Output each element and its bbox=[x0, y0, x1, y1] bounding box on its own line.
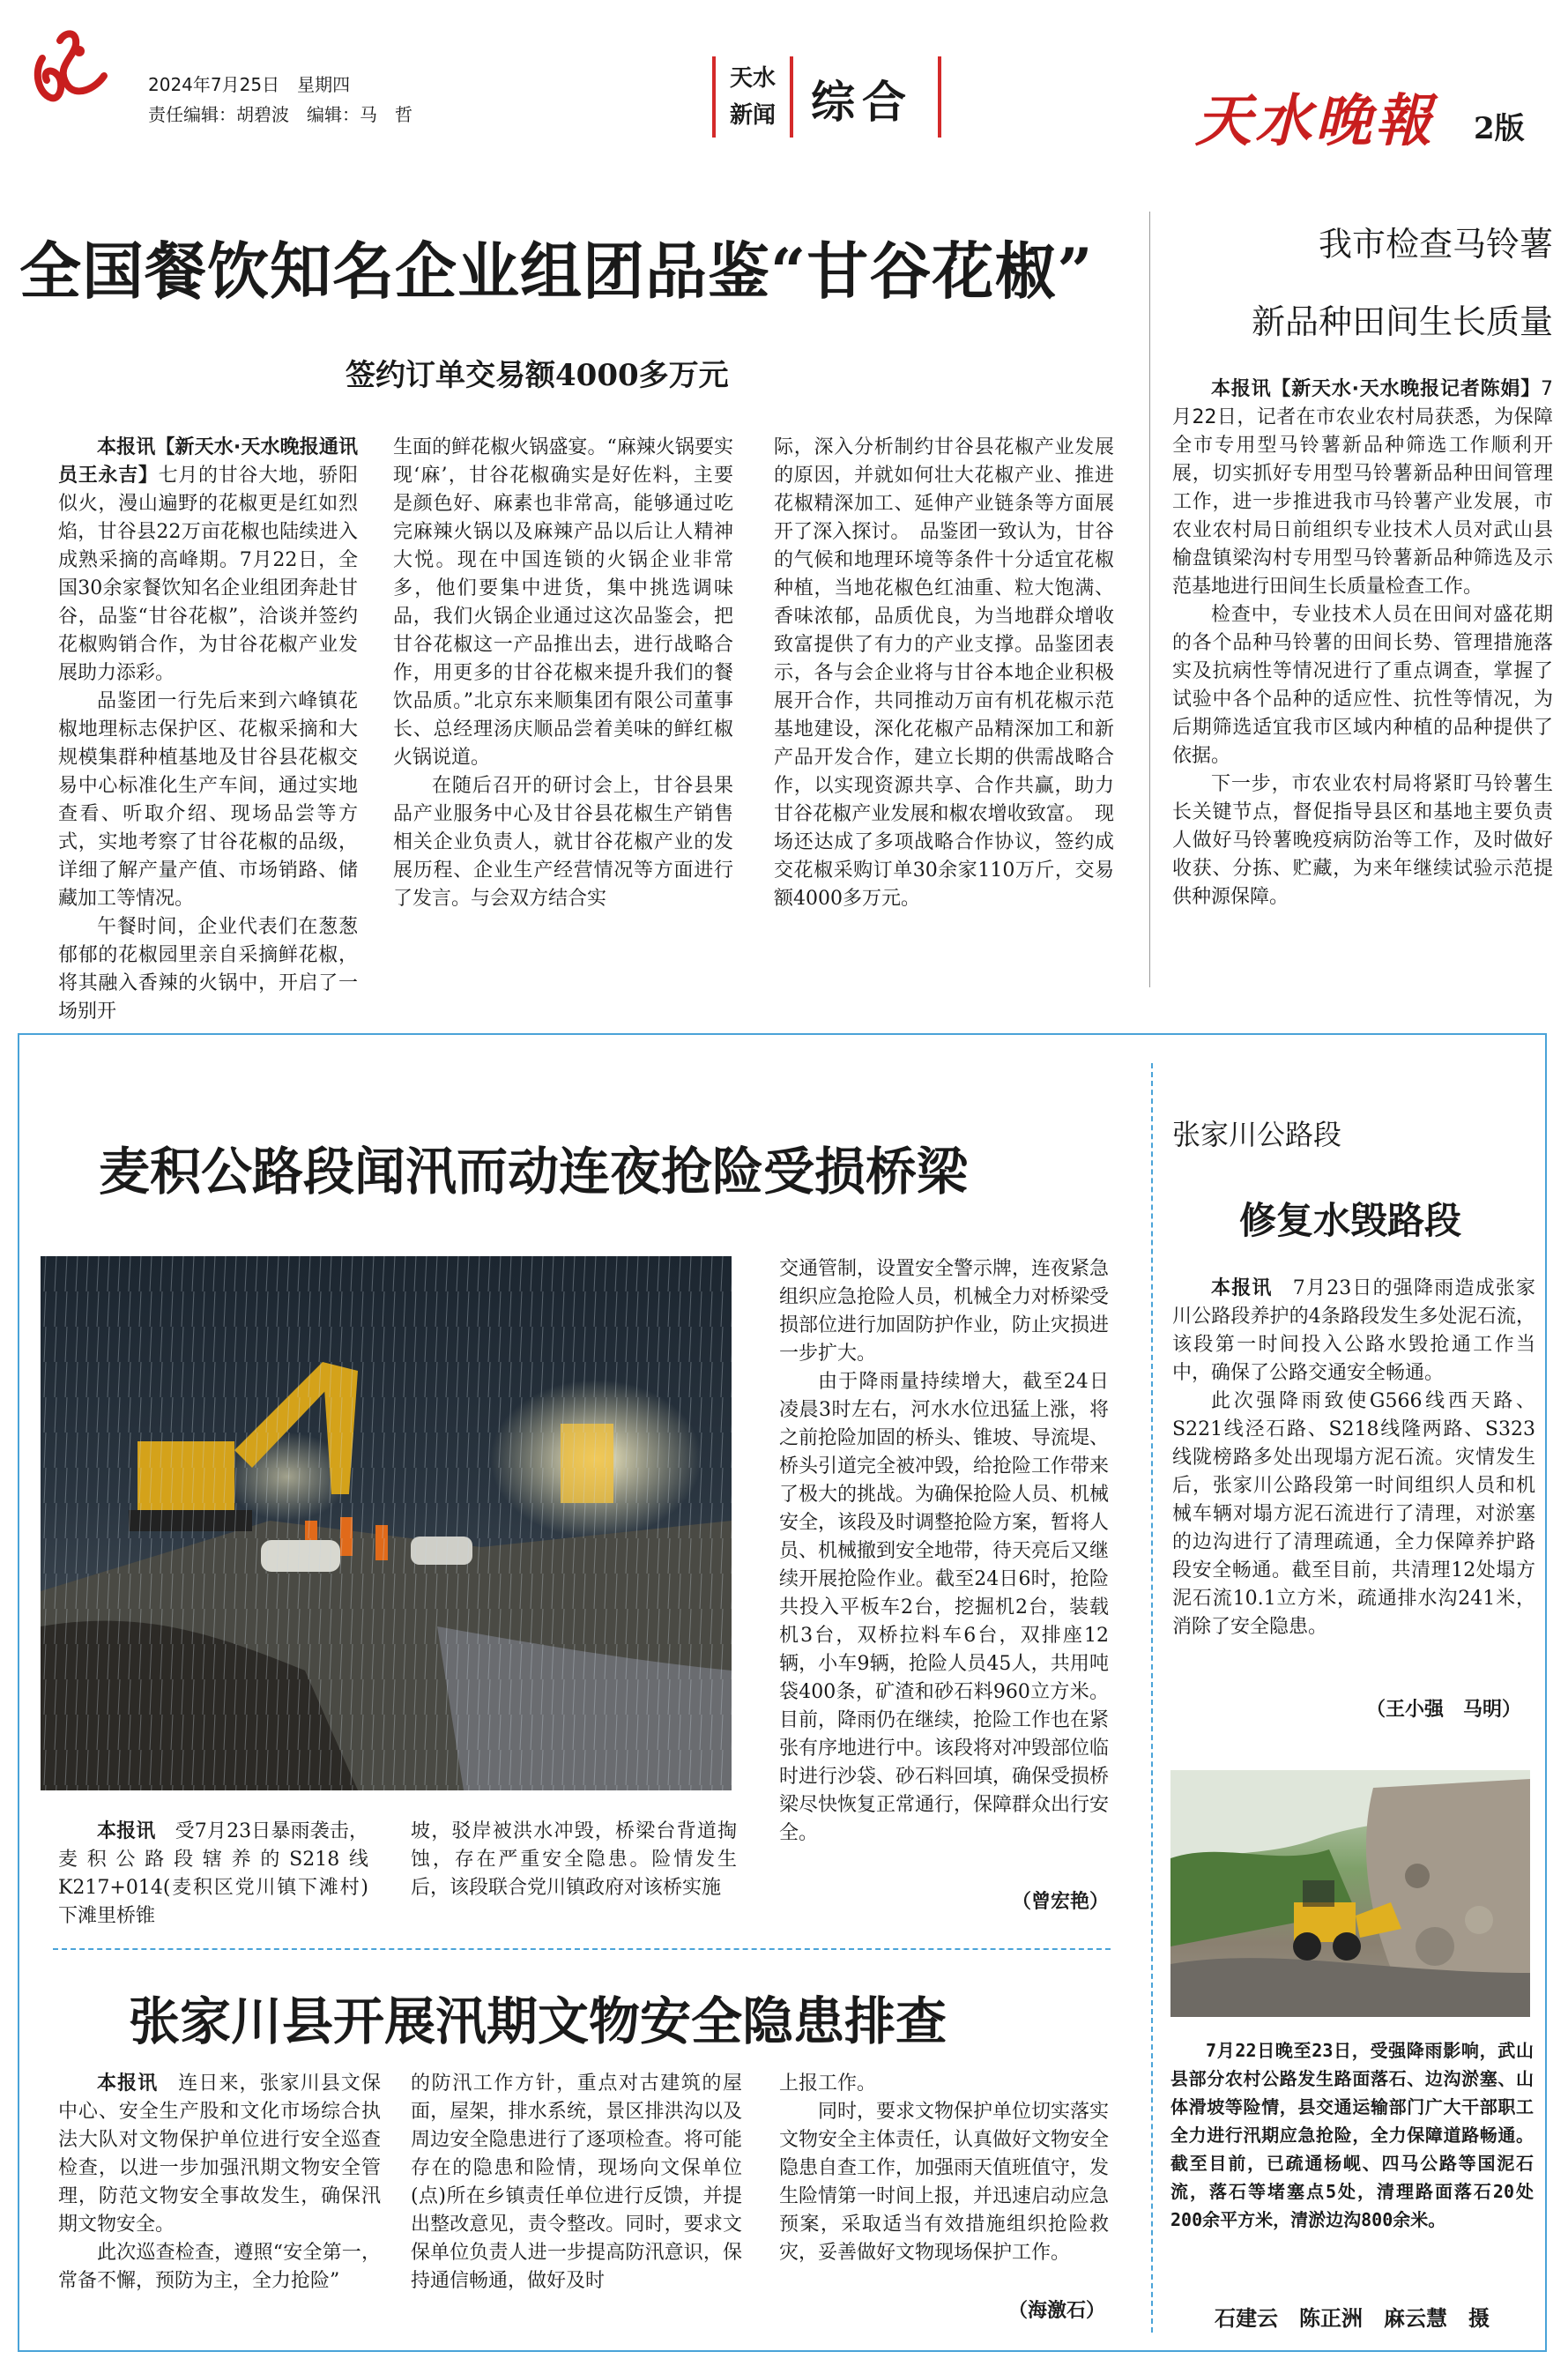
editor-credits: 责任编辑：胡碧波 编辑：马 哲 bbox=[148, 104, 412, 125]
column-rule bbox=[1149, 212, 1150, 987]
article-1-para: 品鉴团一行先后来到六峰镇花椒地理标志保护区、花椒采摘和大规模集群种植基地及甘谷县花椒交易中心标准化生产车间，通过实地查看、听取介绍、现场品尝等方式，实地考察了甘谷花椒的品级，详细了解产量产值、市场销路、储藏加工等情况。 bbox=[58, 690, 358, 910]
article-5-headline: 张家川县开展汛期文物安全隐患排查 bbox=[129, 1991, 947, 2051]
article-1-para: 生面的鲜花椒火锅盛宴。“麻辣火锅要实现‘麻’，甘谷花椒确实是好佐料，主要是颜色好、麻素也非常高，能够通过吃完麻辣火锅以及麻辣产品以后让人精神大悦。现在中国连锁的火锅企业非常多，他们要集中进货，集中挑选调味品，我们火锅企业通过这次品鉴会，把甘谷花椒这一产品推出去，进行战略合作，用更多的甘谷花椒来提升我们的餐饮品质。”北京东来顺集团有限公司董事长、总经理汤庆顺品尝着美味的鲜红椒火锅说道。 bbox=[393, 436, 733, 769]
photo-caption-text: 7月22日晚至23日，受强降雨影响，武山县部分农村公路发生路面落石、边沟淤塞、山体滑坡等险情，县交通运输部门广大干部职工全力进行汛期应急抢险，全力保障道路畅通。截至目前，已疏通杨岘、四马公路等国泥石流，落石等堵塞点5处，清理路面落石20处200余平方米，清淤边沟800余米。 bbox=[1170, 2040, 1534, 2230]
article-5-byline: （海激石） bbox=[987, 2296, 1105, 2323]
article-1-col-3 bbox=[774, 434, 1114, 998]
page-number: 2版 bbox=[1474, 111, 1525, 146]
article-4-kicker: 张家川公路段 bbox=[1172, 1118, 1342, 1151]
landslide-clearing-photo bbox=[1170, 1770, 1530, 2017]
article-2-para: 下一步，市农业农村局将紧盯马铃薯生长关键节点，督促指导县区和基地主要负责人做好马铃薯晚疫病防治等工作，及时做好收获、分拣、贮藏，为来年继续试验示范提供种源保障。 bbox=[1172, 773, 1553, 908]
article-5-col-2 bbox=[411, 2070, 742, 2326]
article-3-col-2 bbox=[411, 1818, 737, 1932]
article-3-para: 本报讯 受7月23日暴雨袭击，麦积公路段辖养的S218线K217+014(麦积区党川镇下滩村)下滩里桥锥 bbox=[58, 1820, 368, 1927]
article-4-byline: （王小强 马明） bbox=[1365, 1699, 1521, 1721]
article-5-lead: 本报讯 bbox=[97, 2072, 159, 2095]
article-1-headline: 全国餐饮知名企业组团品鉴“甘谷花椒” bbox=[19, 234, 1094, 308]
paper-name: 天水晚報 bbox=[1195, 88, 1435, 154]
article-4-para: 此次强降雨致使G566线西天路、S221线泾石路、S218线隆两路、S323线陇榜路多处出现塌方泥石流。灾情发生后，张家川公路段第一时间组织人员和机械车辆对塌方泥石流进行了清理，对淤塞的边沟进行了清理疏通，全力保障养护路段安全畅通。截至目前，共清理12处塌方泥石流10.1立方米，疏通排水沟241米，消除了安全隐患。 bbox=[1172, 1390, 1535, 1638]
article-5-para: 上报工作。 bbox=[779, 2072, 877, 2095]
section-tag-line2: 新闻 bbox=[730, 102, 777, 129]
article-1-para: 在随后召开的研讨会上，甘谷县果品产业服务中心及甘谷县花椒生产销售相关企业负责人，就甘谷花椒产业的发展历程、企业生产经营情况等方面进行了发言。与会双方结合实 bbox=[393, 775, 733, 910]
article-5-col-3 bbox=[779, 2070, 1109, 2326]
article-3-para: 由于降雨量持续增大，截至24日凌晨3时左右，河水水位迅猛上涨，将之前抢险加固的桥头、锥坡、导流堤、桥头引道完全被冲毁，给抢险工作带来了极大的挑战。为确保抢险人员、机械安全，该段及时调整抢险方案，暂将人员、机械撤到安全地带，待天亮后又继续开展抢险作业。截至24日6时，抢险共投入平板车2台，挖掘机2台，装载机3台，双桥拉料车6台，双排座12辆，小车9辆，抢险人员45人，共用吨袋400条，矿渣和砂石料960立方米。目前，降雨仍在继续，抢险工作也在紧张有序地进行中。该段将对冲毁部位临时进行沙袋、砂石料回填，确保受损桥梁尽快恢复正常通行，保障群众出行安全。 bbox=[779, 1371, 1110, 1844]
article-1-para: 本报讯【新天水·天水晚报通讯员王永吉】七月的甘谷大地，骄阳似火，漫山遍野的花椒更是红如烈焰，甘谷县22万亩花椒也陆续进入成熟采摘的高峰期。7月22日，全国30余家餐饮知名企业组团奔赴甘谷，品鉴“甘谷花椒”，洽谈并签约花椒购销合作，为甘谷花椒产业发展助力添彩。 bbox=[58, 436, 358, 684]
rescue-night-photo bbox=[41, 1256, 732, 1790]
article-2-headline-line1: 我市检查马铃薯 bbox=[1319, 225, 1554, 264]
article-5-para: 此次巡查检查，遵照“安全第一，常备不懈，预防为主，全力抢险” bbox=[58, 2242, 381, 2292]
section-divider-left bbox=[712, 56, 716, 138]
article-3-para: 交通管制，设置安全警示牌，连夜紧急组织应急抢险人员，机械全力对桥梁受损部位进行加固防护作业，防止灾损进一步扩大。 bbox=[779, 1258, 1110, 1365]
article-2-headline-line2: 新品种田间生长质量 bbox=[1252, 302, 1554, 341]
section-tag-line1: 天水 bbox=[730, 65, 777, 92]
article-3-col-3 bbox=[779, 1255, 1109, 1908]
article-4-lead: 本报讯 bbox=[1211, 1277, 1273, 1299]
article-4-body bbox=[1172, 1275, 1535, 1698]
photo-credit: 石建云 陈正洲 麻云慧 摄 bbox=[1215, 2306, 1490, 2331]
article-5-col-1 bbox=[58, 2070, 381, 2326]
article-3-col-1 bbox=[58, 1818, 368, 1932]
article-4-para: 本报讯 7月23日的强降雨造成张家川公路段养护的4条路段发生多处泥石流，该段第一时间投入公路水毁抢通工作当中，确保了公路交通安全畅通。 bbox=[1172, 1277, 1535, 1384]
article-2-body bbox=[1172, 376, 1553, 1003]
article-1-col-2 bbox=[393, 434, 733, 998]
article-1-col-1 bbox=[58, 434, 358, 1023]
article-5-para: 的防汛工作方针，重点对古建筑的屋面，屋架，排水系统，景区排洪沟以及周边安全隐患进行了逐项检查。将可能存在的隐患和险情，现场向文保单位(点)所在乡镇责任单位进行反馈，并提出整改意见，责令整改。同时，要求文保单位负责人进一步提高防汛意识，保持通信畅通，做好及时 bbox=[411, 2072, 742, 2292]
rescue-night-illustration bbox=[41, 1256, 732, 1790]
logo-icon bbox=[25, 23, 113, 120]
issue-date: 2024年7月25日 星期四 bbox=[148, 74, 351, 95]
article-3-headline: 麦积公路段闻汛而动连夜抢险受损桥梁 bbox=[99, 1142, 969, 1202]
article-3-para: 坡，驳岸被洪水冲毁，桥梁台背道掏蚀，存在严重安全隐患。险情发生后，该段联合党川镇政府对该桥实施 bbox=[411, 1820, 737, 1899]
masthead bbox=[0, 0, 1568, 176]
article-1-para: 际，深入分析制约甘谷县花椒产业发展的原因，并就如何壮大花椒产业、推进花椒精深加工、延伸产业链条等方面展开了深入探讨。 品鉴团一致认为，甘谷的气候和地理环境等条件十分适宜花椒种植，当地花椒色红油重、粒大饱满、香味浓郁，品质优良，为当地群众增收致富提供了有力的产业支撑。品鉴团表示，各与会企业将与甘谷本地企业积极展开合作，共同推动万亩有机花椒示范基地建设，深化花椒产品精深加工和新产品开发合作，建立长期的供需战略合作，以实现资源共享、合作共赢，助力甘谷花椒产业发展和椒农增收致富。 现场还达成了多项战略合作协议，签约成交花椒采购订单30余家110万斤，交易额4000多万元。 bbox=[774, 436, 1114, 910]
article-5-para: 本报讯 连日来，张家川县文保中心、安全生产股和文化市场综合执法大队对文物保护单位进行安全巡查检查，以进一步加强汛期文物安全管理，防范文物安全事故发生，确保汛期文物安全。 bbox=[58, 2072, 381, 2236]
article-2-para: 本报讯【新天水·天水晚报记者陈娟】7月22日，记者在市农业农村局获悉，为保障全市专用型马铃薯新品种筛选工作顺利开展，切实抓好专用型马铃薯新品种田间管理工作，进一步推进我市马铃薯产业发展，市农业农村局日前组织专业技术人员对武山县榆盘镇梁沟村专用型马铃薯新品种筛选及示范基地进行田间生长质量检查工作。 bbox=[1172, 378, 1553, 598]
frame-divider-vertical bbox=[1151, 1063, 1153, 2333]
article-2-para: 检查中，专业技术人员在田间对盛花期的各个品种马铃薯的田间长势、管理措施落实及抗病性等情况进行了重点调查，掌握了试验中各个品种的适应性、抗性等情况，为后期筛选适宜我市区域内种植的品种提供了依据。 bbox=[1172, 604, 1553, 767]
article-4-headline: 修复水毁路段 bbox=[1239, 1199, 1462, 1242]
section-divider-right bbox=[938, 56, 941, 138]
article-2-lead: 本报讯【新天水·天水晚报记者陈娟】 bbox=[1211, 378, 1541, 400]
landslide-illustration bbox=[1170, 1770, 1530, 2017]
article-1-subheadline: 签约订单交易额4000多万元 bbox=[346, 358, 729, 393]
photo-caption bbox=[1170, 2036, 1534, 2301]
article-1-para: 午餐时间，企业代表们在葱葱郁郁的花椒园里亲自采摘鲜花椒，将其融入香辣的火锅中，开启了一场别开 bbox=[58, 916, 358, 1023]
article-5-para: 同时，要求文物保护单位切实落实文物安全主体责任，认真做好文物安全隐患自查工作，加强雨天值班值守，发生险情第一时间上报，并迅速启动应急预案，采取适当有效措施组织抢险救灾，妥善做好文物现场保护工作。 bbox=[779, 2101, 1110, 2264]
frame-divider-horizontal bbox=[53, 1948, 1111, 1950]
section-divider-mid bbox=[790, 56, 793, 138]
article-1-lead: 本报讯【新天水·天水晚报通讯员王永吉】 bbox=[58, 436, 358, 487]
section-title: 综合 bbox=[811, 76, 913, 128]
article-3-lead: 本报讯 bbox=[97, 1820, 156, 1842]
article-3-byline: （曾宏艳） bbox=[987, 1886, 1109, 1914]
